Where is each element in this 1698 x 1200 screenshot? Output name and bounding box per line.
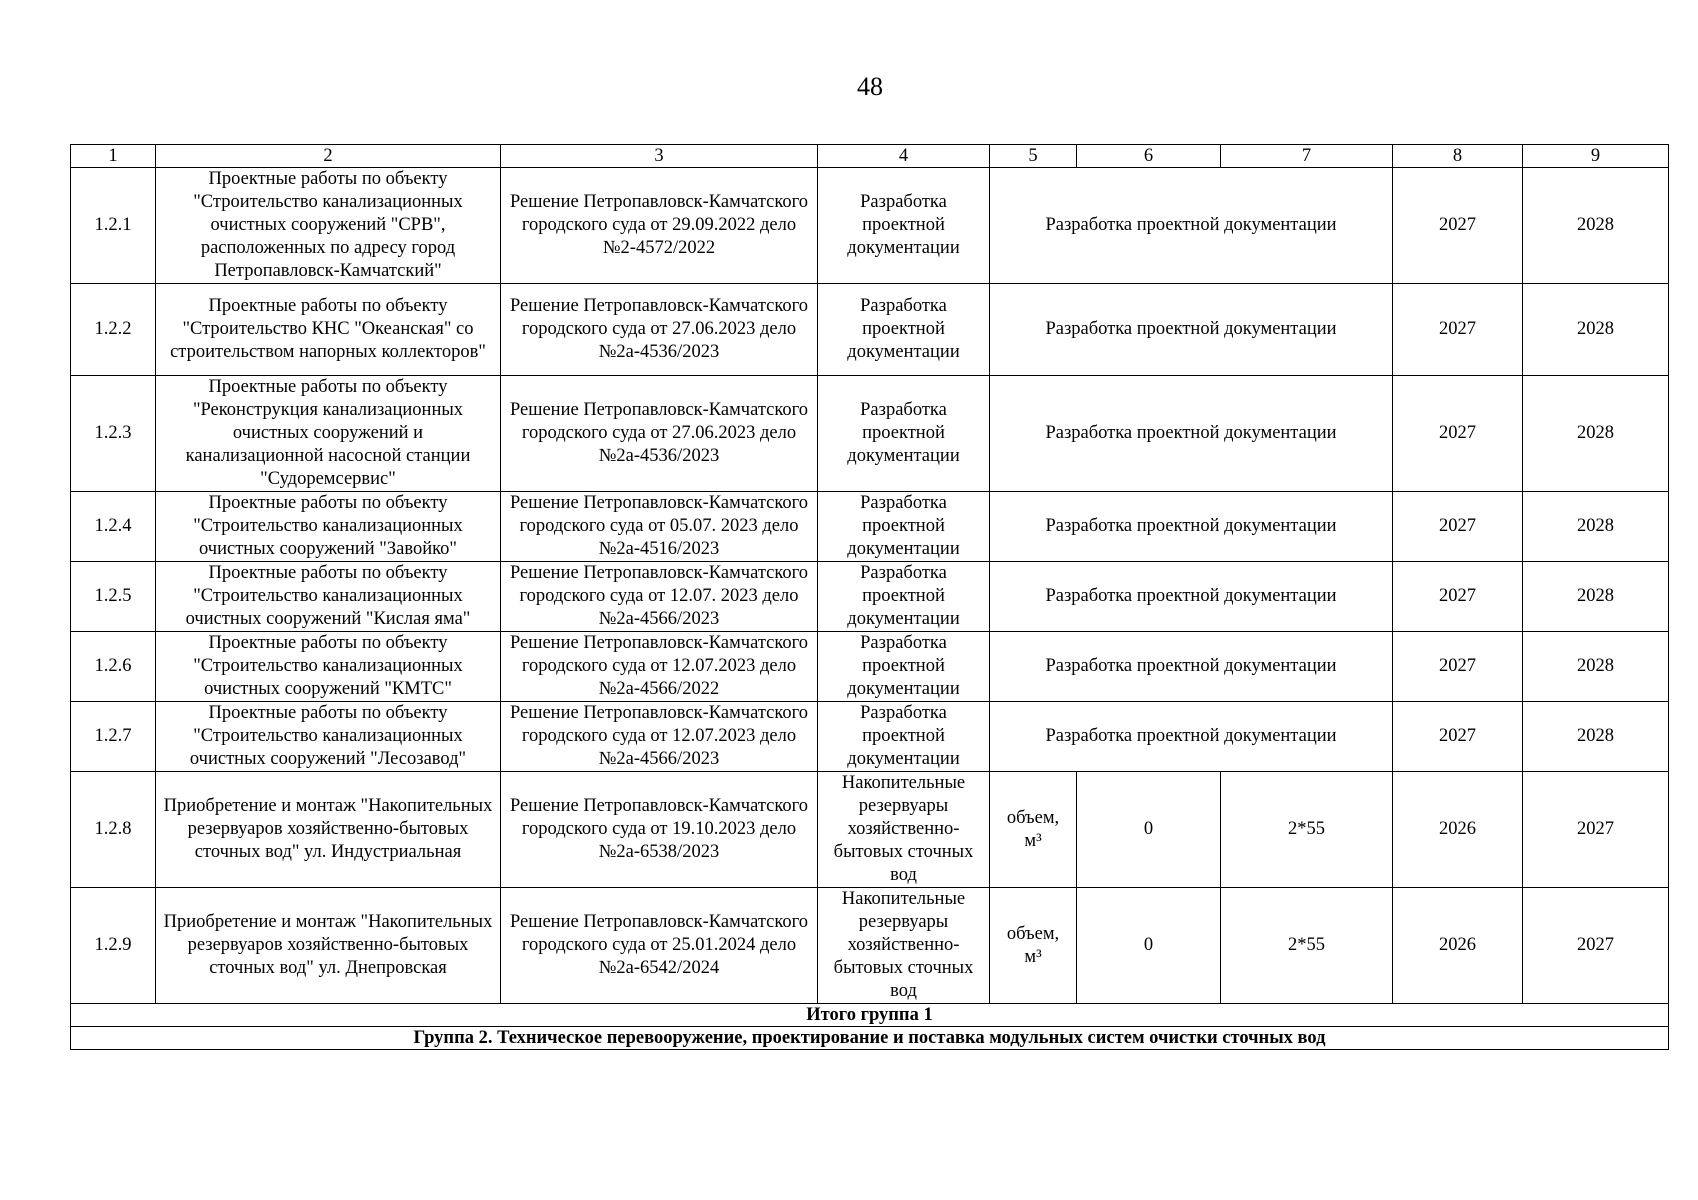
base-value: 0 [1077,888,1221,1004]
column-numbers-row [71,145,1669,168]
column-header: 4 [818,145,990,168]
indicator: Накопительные резервуары хозяйственно-бытовых сточных вод [818,888,990,1004]
row-number: 1.2.8 [71,772,156,888]
measure-name: Проектные работы по объекту "Строительство канализационных очистных сооружений "СРВ", расположенных по адресу город Петропавловск-Камчатский" [156,168,501,284]
column-header: 8 [1393,145,1523,168]
table-row [71,492,1669,562]
legal-basis: Решение Петропавловск-Камчатского городского суда от 05.07. 2023 дело №2а-4516/2023 [501,492,818,562]
indicator: Разработка проектной документации [818,632,990,702]
measure-name: Проектные работы по объекту "Реконструкция канализационных очистных сооружений и канализационной насосной станции "Судоремсервис" [156,376,501,492]
target-value: 2*55 [1221,888,1393,1004]
merged-indicator: Разработка проектной документации [990,168,1393,284]
base-value: 0 [1077,772,1221,888]
merged-indicator: Разработка проектной документации [990,702,1393,772]
legal-basis: Решение Петропавловск-Камчатского городского суда от 27.06.2023 дело №2а-4536/2023 [501,376,818,492]
table-row [71,632,1669,702]
table-row [71,772,1669,888]
measure-name: Проектные работы по объекту "Строительство канализационных очистных сооружений "Лесозавод" [156,702,501,772]
merged-indicator: Разработка проектной документации [990,284,1393,376]
table-row [71,562,1669,632]
end-year: 2028 [1523,492,1669,562]
table-row [71,888,1669,1004]
indicator: Разработка проектной документации [818,376,990,492]
group-header-row [71,1027,1669,1050]
indicator: Разработка проектной документации [818,562,990,632]
target-value: 2*55 [1221,772,1393,888]
measure-name: Проектные работы по объекту "Строительство канализационных очистных сооружений "Завойко" [156,492,501,562]
legal-basis: Решение Петропавловск-Камчатского городского суда от 12.07. 2023 дело №2а-4566/2023 [501,562,818,632]
total-label: Итого группа 1 [71,1004,1669,1027]
end-year: 2027 [1523,772,1669,888]
merged-indicator: Разработка проектной документации [990,492,1393,562]
merged-indicator: Разработка проектной документации [990,376,1393,492]
start-year: 2027 [1393,562,1523,632]
group2-label: Группа 2. Техническое перевооружение, проектирование и поставка модульных систем очистки сточных вод [71,1027,1669,1050]
start-year: 2027 [1393,492,1523,562]
end-year: 2028 [1523,284,1669,376]
legal-basis: Решение Петропавловск-Камчатского городского суда от 19.10.2023 дело №2а-6538/2023 [501,772,818,888]
start-year: 2027 [1393,376,1523,492]
legal-basis: Решение Петропавловск-Камчатского городского суда от 12.07.2023 дело №2а-4566/2023 [501,702,818,772]
column-header: 1 [71,145,156,168]
table-row [71,702,1669,772]
table-row [71,284,1669,376]
legal-basis: Решение Петропавловск-Камчатского городского суда от 27.06.2023 дело №2а-4536/2023 [501,284,818,376]
start-year: 2027 [1393,702,1523,772]
column-header: 3 [501,145,818,168]
measure-name: Проектные работы по объекту "Строительство канализационных очистных сооружений "КМТС" [156,632,501,702]
unit: объем, м³ [990,772,1077,888]
indicator: Разработка проектной документации [818,492,990,562]
indicator: Накопительные резервуары хозяйственно-бытовых сточных вод [818,772,990,888]
legal-basis: Решение Петропавловск-Камчатского городского суда от 25.01.2024 дело №2а-6542/2024 [501,888,818,1004]
start-year: 2027 [1393,168,1523,284]
end-year: 2028 [1523,562,1669,632]
merged-indicator: Разработка проектной документации [990,562,1393,632]
end-year: 2027 [1523,888,1669,1004]
start-year: 2027 [1393,284,1523,376]
row-number: 1.2.9 [71,888,156,1004]
indicator: Разработка проектной документации [818,284,990,376]
column-header: 7 [1221,145,1393,168]
row-number: 1.2.7 [71,702,156,772]
row-number: 1.2.1 [71,168,156,284]
row-number: 1.2.3 [71,376,156,492]
row-number: 1.2.2 [71,284,156,376]
indicator: Разработка проектной документации [818,168,990,284]
legal-basis: Решение Петропавловск-Камчатского городского суда от 29.09.2022 дело №2-4572/2022 [501,168,818,284]
measures-table [70,144,1669,1050]
legal-basis: Решение Петропавловск-Камчатского городского суда от 12.07.2023 дело №2а-4566/2022 [501,632,818,702]
column-header: 5 [990,145,1077,168]
start-year: 2026 [1393,888,1523,1004]
end-year: 2028 [1523,376,1669,492]
unit: объем, м³ [990,888,1077,1004]
row-number: 1.2.6 [71,632,156,702]
measure-name: Проектные работы по объекту "Строительство КНС "Океанская" со строительством напорных коллекторов" [156,284,501,376]
column-header: 2 [156,145,501,168]
merged-indicator: Разработка проектной документации [990,632,1393,702]
start-year: 2027 [1393,632,1523,702]
row-number: 1.2.4 [71,492,156,562]
column-header: 9 [1523,145,1669,168]
measure-name: Проектные работы по объекту "Строительство канализационных очистных сооружений "Кислая яма" [156,562,501,632]
measure-name: Приобретение и монтаж "Накопительных резервуаров хозяйственно-бытовых сточных вод" ул. Индустриальная [156,772,501,888]
column-header: 6 [1077,145,1221,168]
indicator: Разработка проектной документации [818,702,990,772]
end-year: 2028 [1523,702,1669,772]
row-number: 1.2.5 [71,562,156,632]
page-number: 48 [857,72,883,101]
table-row [71,168,1669,284]
measure-name: Приобретение и монтаж "Накопительных резервуаров хозяйственно-бытовых сточных вод" ул. Днепровская [156,888,501,1004]
start-year: 2026 [1393,772,1523,888]
end-year: 2028 [1523,168,1669,284]
total-row [71,1004,1669,1027]
table-row [71,376,1669,492]
end-year: 2028 [1523,632,1669,702]
